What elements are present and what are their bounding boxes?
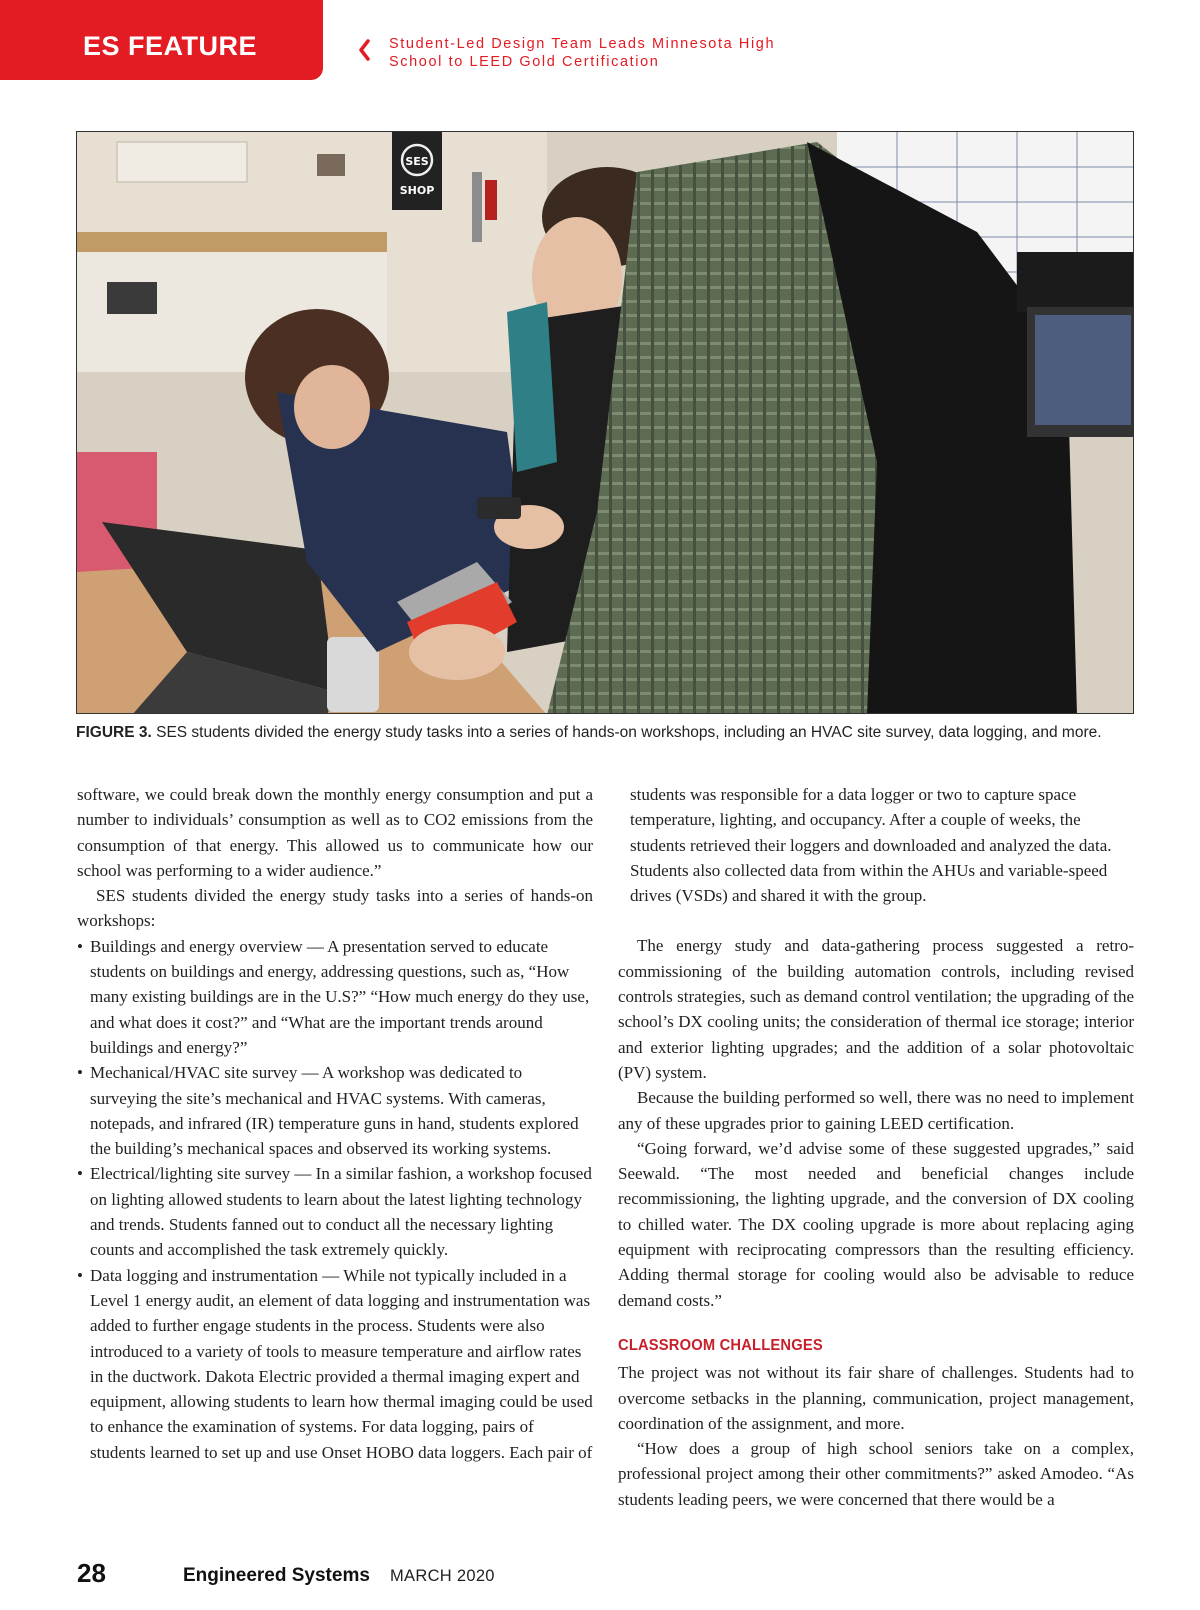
section-heading: CLASSROOM CHALLENGES (618, 1336, 823, 1354)
right-column (618, 782, 1134, 1512)
body-paragraph: SES students divided the energy study tasks into a series of hands-on workshops: (77, 886, 593, 931)
list-item: • Electrical/lighting site survey — In a similar fashion, a workshop focused on lighting allowed students to learn about the latest lighting technology and trends. Students fanned out to conduct all the necessary lighting counts and accomplished the task extremely quickly. (77, 1161, 593, 1262)
shop-sign (392, 132, 442, 210)
figure-photo (76, 131, 1134, 714)
left-column (77, 782, 593, 1465)
caption-text: SES students divided the energy study tasks into a series of hands-on workshops, including an HVAC site survey, data logging, and more. (151, 724, 1102, 741)
workshop-list (77, 934, 593, 1465)
svg-text:SES: SES (405, 155, 429, 168)
body-paragraph: “How does a group of high school seniors take on a complex, professional project among their other commitments?” asked Amodeo. “As students leading peers, we were concerned that there would be a (618, 1439, 1134, 1509)
section-tab (0, 0, 323, 80)
body-paragraph: The project was not without its fair share of challenges. Students had to overcome setbacks in the planning, communication, project management, coordination of the assignment, and more. (618, 1363, 1134, 1433)
issue-date: MARCH 2020 (390, 1567, 495, 1585)
magazine-name: Engineered Systems (183, 1565, 370, 1586)
body-paragraph: The energy study and data-gathering process suggested a retro-commissioning of the building automation controls, including revised controls strategies, such as demand control ventilation; the upgrading of the school’s DX cooling units; the consideration of thermal ice storage; interior and exterior lighting upgrades; and the addition of a solar photovoltaic (PV) system. (618, 936, 1134, 1082)
page-number: 28 (77, 1558, 106, 1588)
list-item: • Buildings and energy overview — A presentation served to educate students on buildings and energy, addressing questions, such as, “How many existing buildings are in the U.S?” “How much energy do they use, and what does it cost?” and “What are the important trends around buildings and energy?” (77, 934, 593, 1060)
list-item: • Data logging and instrumentation — While not typically included in a Level 1 energy audit, an element of data logging and instrumentation was added to further engage students in the process. Students were also introduced to a variety of tools to measure temperature and airflow rates in the ductwork. Dakota Electric provided a thermal imaging expert and equipment, allowing students to learn how thermal imaging could be used to enhance the examination of systems. For data logging, pairs of students learned to set up and use Onset HOBO data loggers. Each pair of (77, 1263, 593, 1465)
body-paragraph: Because the building performed so well, there was no need to implement any of these upgrades prior to gaining LEED certification. (618, 1088, 1134, 1133)
chevron-left-icon[interactable] (358, 38, 370, 62)
body-paragraph: students was responsible for a data logger or two to capture space temperature, lighting, and occupancy. After a couple of weeks, the students retrieved their loggers and downloaded and analyzed the data. Students also collected data from within the AHUs and variable-speed drives (VSDs) and shared it with the group. (630, 785, 1112, 906)
caption-label: FIGURE 3. (76, 724, 152, 741)
section-label: ES FEATURE (83, 31, 258, 61)
svg-text:SHOP: SHOP (399, 184, 435, 197)
figure-caption (76, 722, 1134, 743)
list-item: • Mechanical/HVAC site survey — A workshop was dedicated to surveying the site’s mechanical and HVAC systems. With cameras, notepads, and infrared (IR) temperature guns in hand, students explored the building’s mechanical spaces and observed its working systems. (77, 1060, 593, 1161)
body-paragraph: “Going forward, we’d advise some of these suggested upgrades,” said Seewald. “The most needed and beneficial changes include recommissioning, the lighting upgrade, and the conversion of DX cooling to chilled water. The DX cooling upgrade is more about replacing aging equipment with reciprocating compressors than the resulting efficiency. Adding thermal storage for cooling would also be advisable to reduce demand costs.” (618, 1138, 1134, 1310)
page-footer (77, 1558, 777, 1598)
body-paragraph: software, we could break down the monthly energy consumption and put a number to individuals’ consumption as well as to CO2 emissions from the consumption of that energy. This allowed us to communicate how our school was performing to a wider audience.” (77, 785, 593, 880)
article-title-link[interactable]: Student-Led Design Team Leads Minnesota High School to LEED Gold Certification (389, 36, 776, 70)
